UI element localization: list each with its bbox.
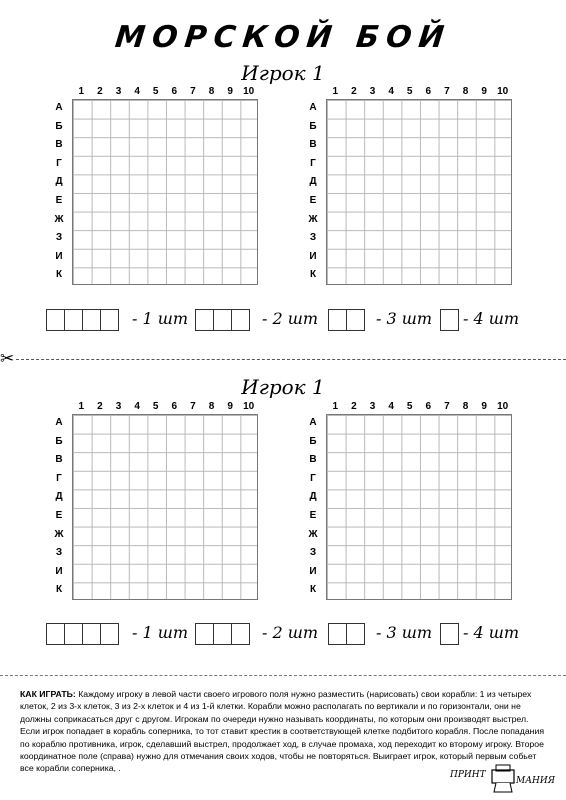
ship-count-label: - 1 шт [132, 623, 189, 642]
ship-cell[interactable] [441, 310, 458, 330]
row-letter: Г [310, 157, 316, 169]
page-title: МОРСКОЙ БОЙ [113, 20, 453, 55]
ship-cell[interactable] [47, 310, 65, 330]
column-number: 10 [497, 86, 509, 97]
row-letter: Е [55, 195, 63, 206]
column-number: 8 [208, 401, 215, 412]
ship-cell[interactable] [65, 310, 83, 330]
column-number: 4 [388, 401, 394, 412]
column-number: 2 [351, 401, 357, 412]
ship-cell[interactable] [196, 624, 214, 644]
row-letter: Ж [308, 213, 318, 225]
row-letter: Д [55, 491, 63, 503]
row-letter: К [309, 269, 317, 281]
row-letter: Ж [54, 528, 64, 540]
row-letter: Е [55, 510, 63, 521]
ship-count-label: - 2 шт [262, 623, 319, 642]
column-number: 8 [208, 86, 215, 97]
column-number: 7 [190, 401, 196, 412]
ship-cell[interactable] [329, 624, 347, 644]
ship-cell[interactable] [196, 310, 214, 330]
ship-2-cell-box[interactable] [328, 309, 365, 331]
column-number: 7 [190, 86, 196, 97]
row-letter: Г [56, 157, 62, 169]
column-number: 6 [171, 401, 178, 412]
column-number: 6 [171, 86, 178, 97]
logo-text-1: ПРИНТ [450, 770, 486, 780]
ship-cell[interactable] [101, 624, 118, 644]
row-letter: И [55, 565, 63, 577]
rules-text-block [20, 688, 550, 775]
ship-cell[interactable] [329, 310, 347, 330]
ship-cell[interactable] [214, 310, 232, 330]
ship-cell[interactable] [214, 624, 232, 644]
ship-count-label: - 3 шт [376, 309, 433, 328]
column-number: 2 [97, 401, 103, 412]
ship-count-label: - 4 шт [463, 623, 520, 642]
ship-3-cell-box[interactable] [195, 309, 250, 331]
column-number: 10 [243, 86, 255, 97]
column-number: 2 [97, 86, 103, 97]
column-number: 4 [134, 86, 140, 97]
row-letter: Ж [54, 213, 64, 225]
row-letter: Б [309, 435, 317, 447]
row-letter: З [55, 547, 63, 559]
column-number: 8 [462, 401, 469, 412]
column-number: 3 [115, 86, 122, 97]
row-letter: Ж [308, 528, 318, 540]
ship-cell[interactable] [101, 310, 118, 330]
ship-count-label: - 2 шт [262, 309, 319, 328]
ship-count-label: - 3 шт [376, 623, 433, 642]
cut-line [16, 359, 566, 360]
column-number: 3 [115, 401, 122, 412]
column-number: 8 [462, 86, 469, 97]
ship-count-label: - 4 шт [463, 309, 520, 328]
ship-cell[interactable] [347, 624, 364, 644]
ship-cell[interactable] [47, 624, 65, 644]
column-number: 4 [134, 401, 140, 412]
row-letter: Г [310, 472, 316, 484]
column-number: 3 [369, 401, 376, 412]
column-number: 6 [425, 401, 432, 412]
ship-legend-row [0, 309, 566, 333]
row-letter: А [309, 102, 317, 113]
column-number: 9 [481, 86, 487, 97]
row-letter: В [309, 139, 317, 151]
row-letter: А [55, 102, 63, 113]
player-heading-top: Игрок 1 [241, 61, 325, 85]
column-number: 6 [425, 86, 432, 97]
row-letter: Б [55, 120, 63, 132]
scissors-icon: ✂ [0, 349, 15, 368]
row-letter: З [309, 232, 317, 244]
rules-divider [0, 675, 566, 676]
ship-cell[interactable] [347, 310, 364, 330]
column-number: 7 [444, 401, 450, 412]
ship-1-cell-box[interactable] [440, 623, 459, 645]
column-number: 5 [152, 401, 159, 412]
column-number: 1 [78, 86, 85, 97]
column-number: 9 [481, 401, 487, 412]
column-number: 9 [227, 86, 233, 97]
board-grid[interactable] [72, 414, 258, 600]
row-letter: В [55, 454, 63, 466]
row-letter: Д [309, 491, 317, 503]
column-number: 1 [332, 86, 339, 97]
ship-cell[interactable] [441, 624, 458, 644]
board-grid[interactable] [326, 414, 512, 600]
column-number: 3 [369, 86, 376, 97]
column-number: 5 [406, 86, 413, 97]
column-number: 1 [332, 401, 339, 412]
ship-cell[interactable] [83, 624, 101, 644]
row-letter: К [55, 269, 63, 281]
row-letter: А [309, 417, 317, 428]
board-grid[interactable] [72, 99, 258, 285]
column-number: 1 [78, 401, 85, 412]
ship-2-cell-box[interactable] [328, 623, 365, 645]
row-letter: И [55, 250, 63, 262]
column-number: 10 [243, 401, 255, 412]
row-letter: Б [55, 435, 63, 447]
printer-logo [440, 764, 560, 794]
ship-cell[interactable] [232, 624, 249, 644]
ship-4-cell-box[interactable] [46, 623, 119, 645]
column-number: 7 [444, 86, 450, 97]
ship-1-cell-box[interactable] [440, 309, 459, 331]
ship-legend-row [0, 623, 566, 647]
player-heading-bottom: Игрок 1 [241, 375, 325, 399]
column-number: 4 [388, 86, 394, 97]
row-letter: К [309, 584, 317, 596]
column-number: 2 [351, 86, 357, 97]
row-letter: З [309, 547, 317, 559]
column-number: 10 [497, 401, 509, 412]
column-number: 5 [406, 401, 413, 412]
ship-cell[interactable] [232, 310, 249, 330]
row-letter: В [309, 454, 317, 466]
ship-count-label: - 1 шт [132, 309, 189, 328]
row-letter: В [55, 139, 63, 151]
row-letter: З [55, 232, 63, 244]
row-letter: И [309, 250, 317, 262]
row-letter: К [55, 584, 63, 596]
ship-3-cell-box[interactable] [195, 623, 250, 645]
ship-cell[interactable] [83, 310, 101, 330]
rules-body: Каждому игроку в левой части своего игрового поля нужно разместить (нарисовать) свои корабли: 1 из четырех клеток, 2 из 3-х клеток, 3 из 2-х клеток и 4 из 1-й клетки. Корабли можно располагать по вертикали и по горизонтали, они не должны соприкасаться друг с другом. Игрокам по очереди нужно называть координаты, по которым они производят выстрел. Если игрок попадает в корабль соперника, то тот ставит крестик в соответствующей клетке подбитого корабля. После попадания по кораблю противника, игрок, сделавший выстрел, продолжает ход, в случае промаха, ход переходит ко второму игроку. Второе координатное поле (справа) нужно для отмечания своих ходов, чтобы не повторяться. Выиграет игрок, который первым собьет все корабли соперника, . [20, 689, 545, 774]
row-letter: И [309, 565, 317, 577]
row-letter: Д [309, 176, 317, 188]
rules-heading: КАК ИГРАТЬ: [20, 689, 76, 699]
logo-text-2: МАНИЯ [516, 776, 555, 786]
column-number: 5 [152, 86, 159, 97]
column-number: 9 [227, 401, 233, 412]
board-grid[interactable] [326, 99, 512, 285]
ship-4-cell-box[interactable] [46, 309, 119, 331]
row-letter: Е [309, 510, 317, 521]
row-letter: А [55, 417, 63, 428]
ship-cell[interactable] [65, 624, 83, 644]
row-letter: Б [309, 120, 317, 132]
row-letter: Е [309, 195, 317, 206]
row-letter: Г [56, 472, 62, 484]
row-letter: Д [55, 176, 63, 188]
